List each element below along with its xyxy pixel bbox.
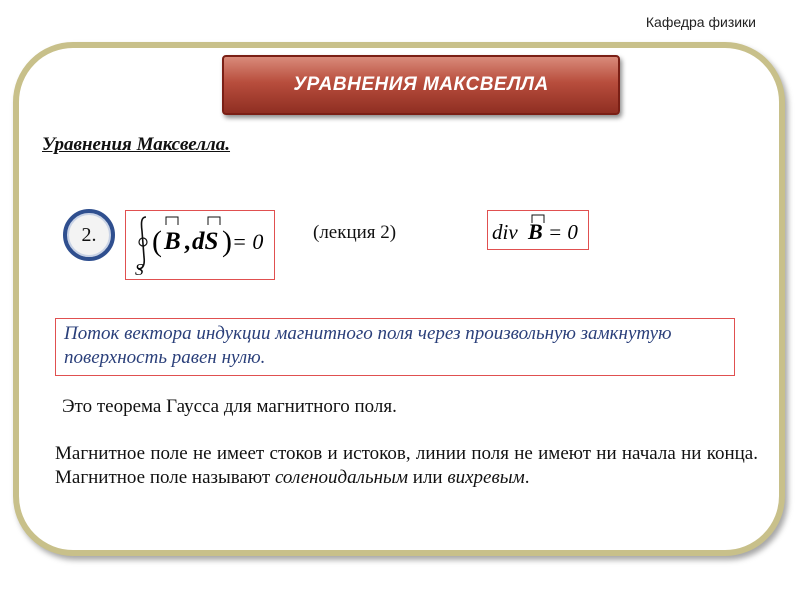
divergence-formula [487,210,589,250]
vector-b: B [164,228,181,255]
term-vortex: вихревым [447,467,525,488]
term-solenoidal: соленоидальным [274,467,409,488]
div-operator: div [492,220,518,244]
banner-title: УРАВНЕНИЯ МАКСВЕЛЛА [293,74,549,95]
lecture-reference: (лекция 2) [313,222,397,243]
comma: , [184,228,191,255]
department-label: Кафедра физики [645,14,756,30]
div-vector-b: B [528,219,543,244]
vector-ds: dS [192,228,219,255]
divergence-formula-svg [488,211,588,249]
close-paren: ) [222,225,232,258]
explanation-paragraph [55,442,758,490]
equation-number: 2. [81,223,97,246]
integral-equals-zero: = 0 [232,229,264,254]
title-banner [222,55,620,115]
paragraph-part2: или [408,467,448,488]
statement-text: Поток вектора индукции магнитного поля через произвольную замкнутую поверхность равен нулю. [64,323,672,368]
integral-formula-svg [126,211,274,279]
equation-number-badge [63,209,115,261]
vector-arrow-b-icon [166,217,178,225]
statement-box [55,318,735,376]
gauss-theorem-note: Это теорема Гаусса для магнитного поля. [62,396,397,417]
paragraph-part3: . [524,467,530,488]
slide-subtitle: Уравнения Максвелла. [42,134,231,155]
surface-label: S [135,260,144,279]
paragraph-part1: Магнитное поле не имеет стоков и истоков, линии поля не имеют ни начала ни конца. Магнитное поле называют [55,443,758,488]
integral-formula [125,210,275,280]
vector-arrow-ds-icon [208,217,220,225]
div-equals-zero: = 0 [548,220,578,244]
open-paren: ( [152,225,162,258]
